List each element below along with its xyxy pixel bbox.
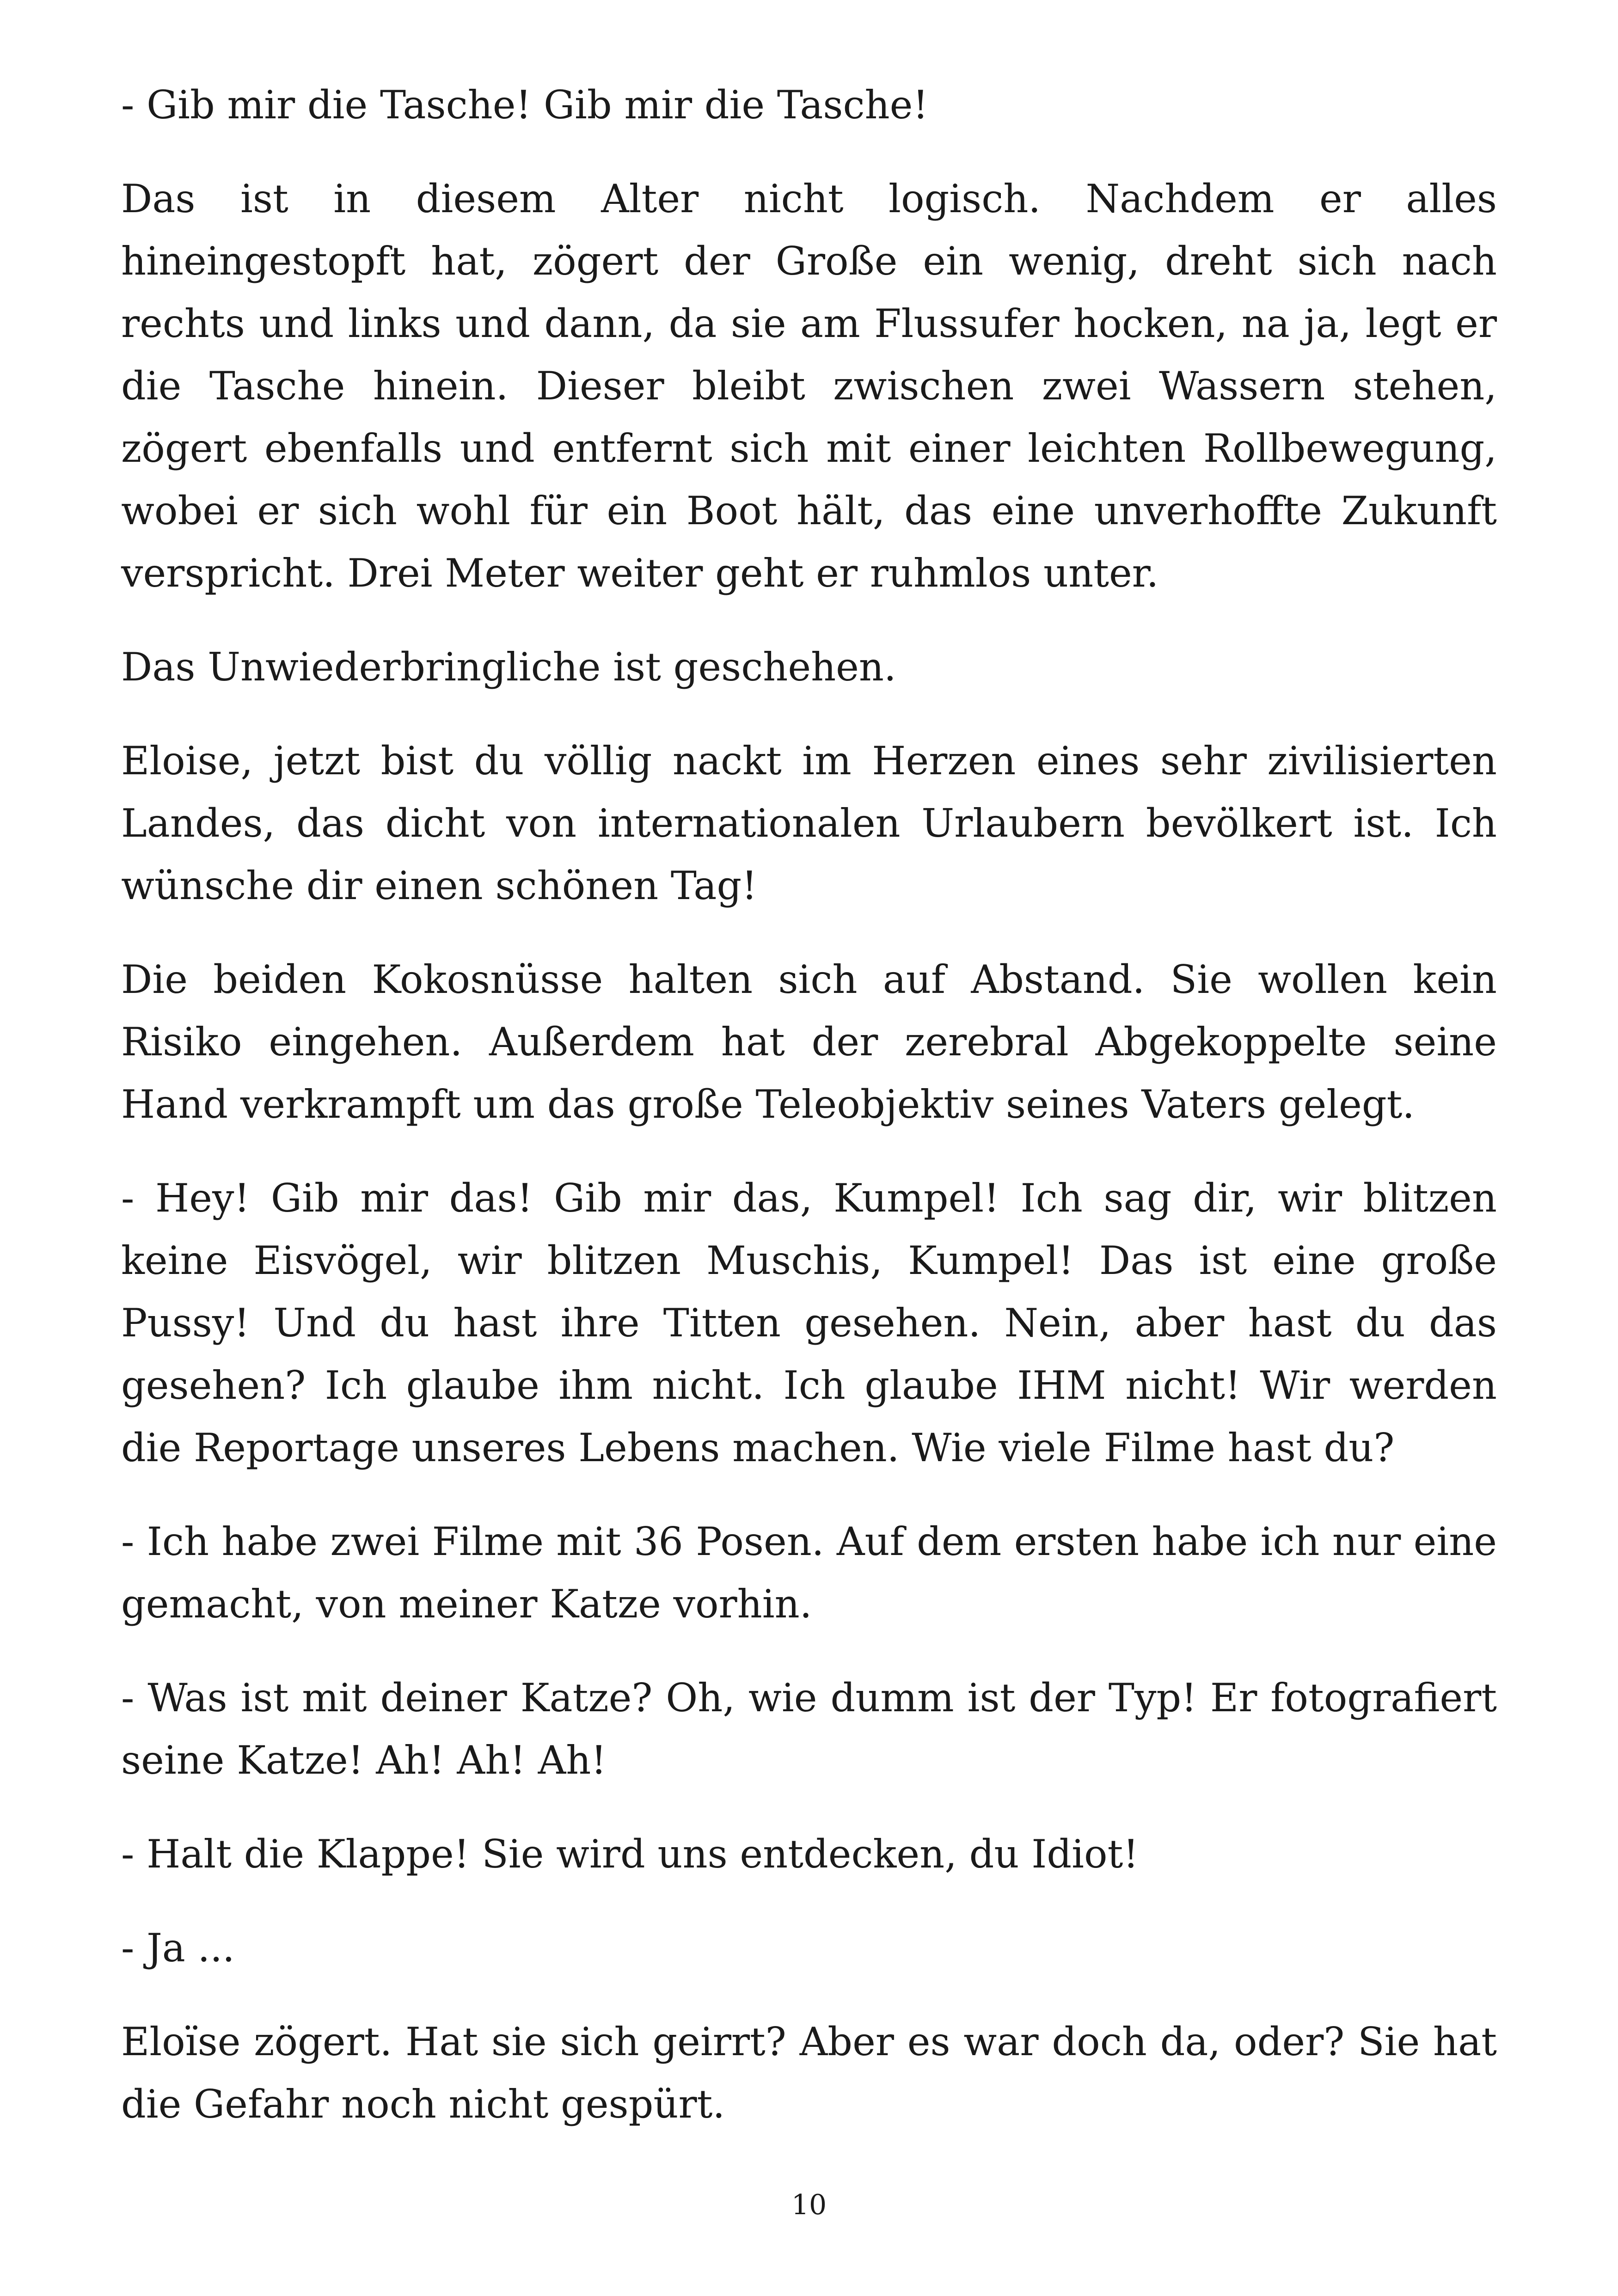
paragraph-11: Eloïse zögert. Hat sie sich geirrt? Aber es war doch da, oder? Sie hat die Gefahr noch nicht gespürt. [121, 2019, 1497, 2127]
page-number: 10 [791, 2189, 827, 2221]
paragraph-1: - Gib mir die Tasche! Gib mir die Tasche! [121, 82, 929, 128]
paragraph-3: Das Unwiederbringliche ist geschehen. [121, 644, 896, 690]
body-text [121, 74, 1497, 2167]
paragraph-9: - Halt die Klappe! Sie wird uns entdecken, du Idiot! [121, 1831, 1139, 1877]
paragraph-8: - Was ist mit deiner Katze? Oh, wie dumm ist der Typ! Er fotografiert seine Katze! Ah! Ah! Ah! [121, 1675, 1497, 1783]
paragraph-7: - Ich habe zwei Filme mit 36 Posen. Auf dem ersten habe ich nur eine gemacht, von meiner Katze vorhin. [121, 1519, 1497, 1627]
paragraph-4: Eloise, jetzt bist du völlig nackt im Herzen eines sehr zivilisierten Landes, das dicht von internationalen Urlaubern bevölkert ist. Ich wünsche dir einen schönen Tag! [121, 738, 1497, 908]
paragraph-5: Die beiden Kokosnüsse halten sich auf Abstand. Sie wollen kein Risiko eingehen. Außerdem hat der zerebral Abgekoppelte seine Hand verkrampft um das große Teleobjektiv seines Vaters gelegt. [121, 957, 1497, 1127]
paragraph-2: Das ist in diesem Alter nicht logisch. Nachdem er alles hineingestopft hat, zögert der Große ein wenig, dreht sich nach rechts und links und dann, da sie am Flussufer hocken, na ja, legt er die Tasche hinein. Dieser bleibt zwischen zwei Wassern stehen, zögert ebenfalls und entfernt sich mit einer leichten Rollbewegung, wobei er sich wohl für ein Boot hält, das eine unverhoffte Zukunft verspricht. Drei Meter weiter geht er ruhmlos unter. [121, 176, 1497, 596]
paragraph-10: - Ja ... [121, 1925, 235, 1971]
paragraph-6: - Hey! Gib mir das! Gib mir das, Kumpel! Ich sag dir, wir blitzen keine Eisvögel, wir blitzen Muschis, Kumpel! Das ist eine große Pussy! Und du hast ihre Titten gesehen. Nein, aber hast du das gesehen? Ich glaube ihm nicht. Ich glaube IHM nicht! Wir werden die Reportage unseres Lebens machen. Wie viele Filme hast du? [121, 1176, 1497, 1470]
